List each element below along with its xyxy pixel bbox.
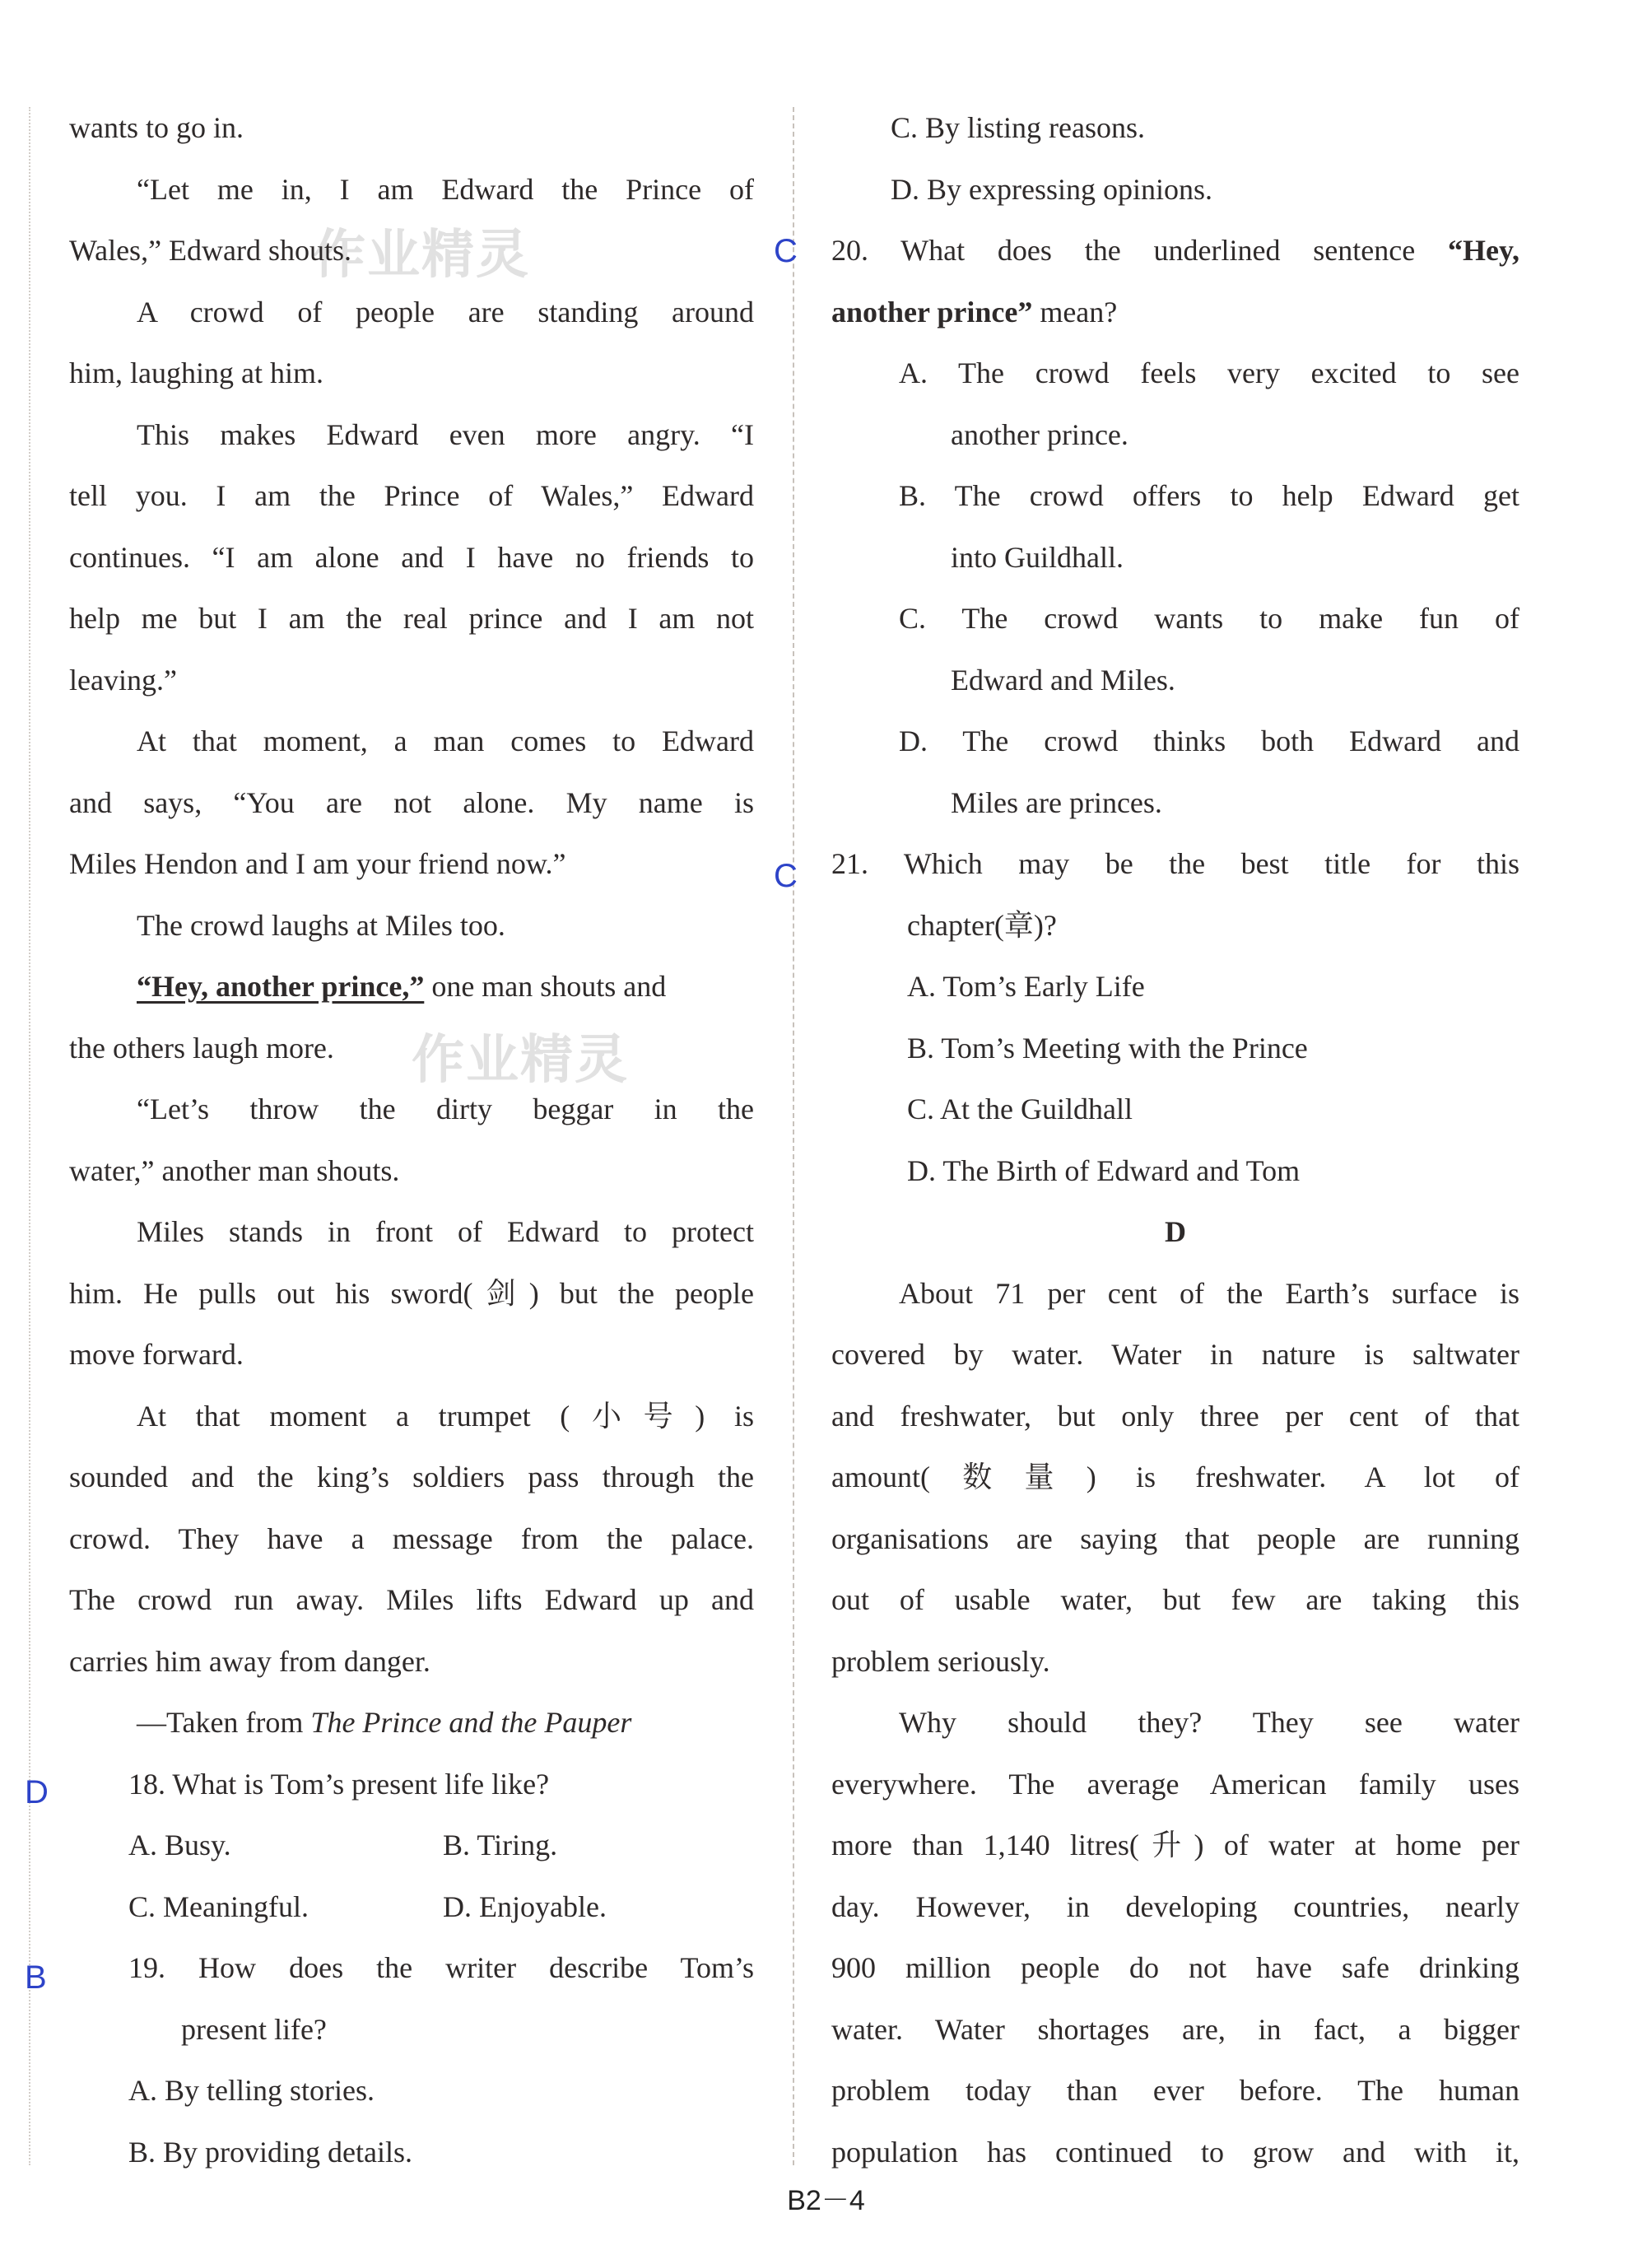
option-a: A. Tom’s Early Life	[907, 970, 1145, 1003]
text-line: continues. “I am alone and I have no friends to	[69, 540, 754, 574]
answer-mark-q19: B	[25, 1959, 47, 1996]
question-20: 20. What does the underlined sentence “Hey,	[831, 234, 1519, 267]
text-line: covered by water. Water in nature is saltwater	[831, 1338, 1519, 1371]
text-line: population has continued to grow and with it,	[831, 2135, 1519, 2169]
question-21-cont: chapter(章)?	[907, 908, 1057, 942]
option-c: C. At the Guildhall	[907, 1093, 1133, 1125]
text-line: This makes Edward even more angry. “I	[137, 417, 754, 451]
source-line: —Taken from The Prince and the Pauper	[137, 1706, 632, 1739]
text-line: About 71 per cent of the Earth’s surface is	[899, 1276, 1519, 1310]
answer-mark-q18: D	[25, 1774, 49, 1810]
text-line: Wales,” Edward shouts.	[69, 234, 352, 267]
text-line: leaving.”	[69, 663, 177, 697]
text-line: “Let’s throw the dirty beggar in the	[137, 1093, 754, 1125]
question-21: 21. Which may be the best title for this	[831, 847, 1519, 880]
answer-mark-q20: C	[774, 233, 798, 269]
text-line: At that moment, a man comes to Edward	[137, 724, 754, 757]
option-b: B. By providing details.	[128, 2135, 412, 2169]
text-line: move forward.	[69, 1338, 244, 1371]
answer-mark-q21: C	[774, 858, 798, 894]
text-line: water,” another man shouts.	[69, 1153, 400, 1187]
section-heading: D	[1165, 1215, 1186, 1248]
option-b: B. Tom’s Meeting with the Prince	[907, 1031, 1308, 1065]
text-line: him, laughing at him.	[69, 356, 323, 389]
page-number: B2－4	[787, 2185, 865, 2216]
left-column	[69, 97, 754, 2183]
watermark-top: 作业精灵	[313, 225, 530, 286]
text-line: “Let me in, I am Edward the Prince of	[137, 172, 754, 206]
option-b: B. Tiring.	[443, 1829, 558, 1861]
text-line: organisations are saying that people are running	[831, 1521, 1519, 1555]
option-d: D. The Birth of Edward and Tom	[907, 1153, 1301, 1187]
text-line: Miles stands in front of Edward to protect	[137, 1215, 754, 1248]
text-line: problem today than ever before. The human	[831, 2074, 1519, 2107]
text-line	[69, 956, 754, 1018]
text-line: water. Water shortages are, in fact, a bigger	[831, 2012, 1519, 2046]
text-line: A crowd of people are standing around	[137, 295, 754, 328]
text-line: sounded and the king’s soldiers pass through the	[69, 1461, 754, 1493]
option-a: A. The crowd feels very excited to see	[899, 356, 1519, 389]
option-d: D. By expressing opinions.	[891, 172, 1212, 206]
question-19: 19. How does the writer describe Tom’s	[128, 1951, 754, 1984]
option-d-cont: Miles are princes.	[951, 785, 1162, 819]
option-c: C. By listing reasons.	[891, 111, 1146, 144]
text-line: help me but I am the real prince and I am not	[69, 602, 754, 635]
option-d: D. Enjoyable.	[443, 1889, 607, 1923]
text-line: At that moment a trumpet (小号) is	[137, 1399, 754, 1433]
text-line: tell you. I am the Prince of Wales,” Edward	[69, 479, 754, 512]
text-line: amount(数量) is freshwater. A lot of	[831, 1461, 1519, 1493]
option-d: D. The crowd thinks both Edward and	[899, 724, 1519, 757]
text-line: and freshwater, but only three per cent of that	[831, 1399, 1519, 1433]
watermark-middle: 作业精灵	[412, 1030, 629, 1091]
question-18: 18. What is Tom’s present life like?	[128, 1767, 550, 1801]
option-c: C. The crowd wants to make fun of	[899, 602, 1519, 635]
text-line: day. However, in developing countries, nearly	[831, 1889, 1519, 1923]
text-line: The crowd run away. Miles lifts Edward up and	[69, 1583, 754, 1616]
text-line: out of usable water, but few are taking this	[831, 1583, 1519, 1616]
text-line: and says, “You are not alone. My name is	[69, 785, 754, 819]
text-line: more than 1,140 litres(升) of water at home per	[831, 1829, 1519, 1861]
text-line: Miles Hendon and I am your friend now.”	[69, 847, 566, 880]
question-20-cont: another prince” mean?	[831, 295, 1118, 328]
option-a: A. Busy.	[128, 1829, 231, 1861]
text-line: crowd. They have a message from the palace.	[69, 1521, 754, 1555]
option-a-cont: another prince.	[951, 417, 1128, 451]
text-line: him. He pulls out his sword(剑) but the people	[69, 1276, 754, 1310]
question-19-cont: present life?	[181, 2012, 327, 2046]
book-title: The Prince and the Pauper	[310, 1706, 632, 1739]
page-edge	[29, 107, 33, 2165]
text-line: the others laugh more.	[69, 1031, 334, 1065]
text-line: carries him away from danger.	[69, 1644, 430, 1678]
column-divider	[793, 107, 794, 2165]
option-c: C. Meaningful.	[128, 1889, 309, 1923]
text-segment: one man shouts and	[424, 970, 667, 1003]
text-line: 900 million people do not have safe drinking	[831, 1951, 1519, 1984]
question-18-options-row2	[69, 1876, 754, 1938]
option-b: B. The crowd offers to help Edward get	[899, 479, 1519, 512]
option-c-cont: Edward and Miles.	[951, 663, 1175, 697]
option-a: A. By telling stories.	[128, 2074, 375, 2107]
right-column	[831, 97, 1519, 2183]
text-line: Why should they? They see water	[899, 1706, 1519, 1739]
question-18-options-row1	[69, 1815, 754, 1876]
text-line: The crowd laughs at Miles too.	[137, 908, 505, 942]
option-b-cont: into Guildhall.	[951, 540, 1124, 574]
underlined-sentence: “Hey, another prince,”	[137, 970, 425, 1003]
text-line: wants to go in.	[69, 111, 244, 144]
text-line: problem seriously.	[831, 1644, 1050, 1678]
text-line: everywhere. The average American family uses	[831, 1767, 1519, 1801]
